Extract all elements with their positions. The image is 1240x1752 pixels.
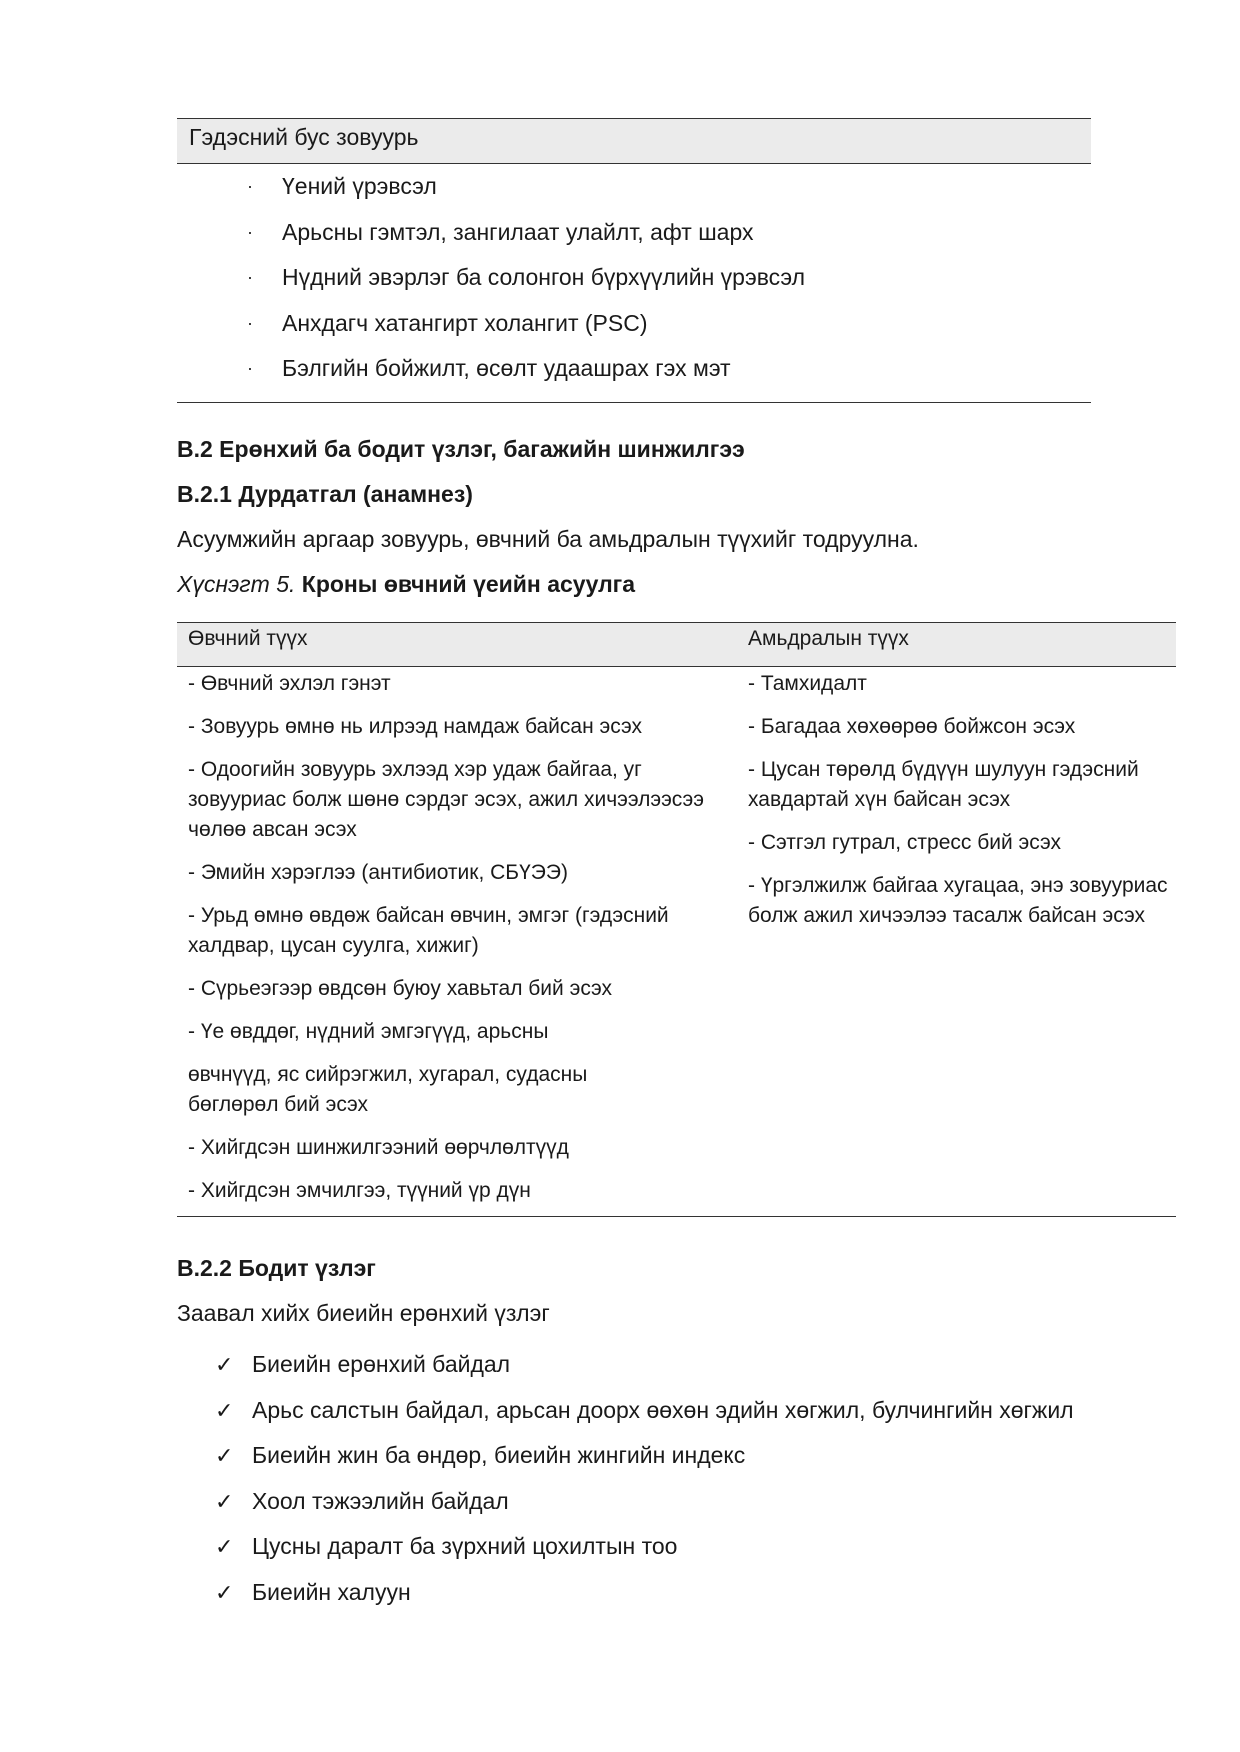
check-icon: ✓ (215, 1579, 234, 1605)
table-cell-item: - Зовуурь өмнө нь илрээд намдаж байсан эсэх (188, 715, 642, 738)
bullet-icon: · (247, 312, 253, 333)
table-cell-item: - Үргэлжилж байгаа хугацаа, энэ зовууриас болж ажил хичээлээ тасалж байсан эсэх (748, 874, 1168, 927)
table-cell-item: - Урьд өмнө өвдөж байсан өвчин, эмгэг (гэдэсний халдвар, цусан суулга, хижиг) (188, 904, 669, 957)
check-icon: ✓ (215, 1397, 234, 1423)
table-cell-item: - Өвчний эхлэл гэнэт (188, 672, 391, 695)
list-item-text: Нүдний эвэрлэг ба солонгон бүрхүүлийн үрэвсэл (282, 264, 806, 290)
list-item (177, 164, 1091, 210)
table5 (177, 622, 1176, 1217)
bullet-icon: · (247, 221, 253, 242)
list-item-text: Арьс салстын байдал, арьсан доорх өөхөн эдийн хөгжил, булчингийн хөгжил (252, 1396, 1074, 1423)
table-cell-item: - Тамхидалт (748, 672, 867, 695)
table-cell-item: - Эмийн хэрэглээ (антибиотик, СБҮЭЭ) (188, 861, 568, 884)
list-item-text: Биеийн жин ба өндөр, биеийн жингийн индекс (252, 1442, 746, 1468)
section-b22-heading: В.2.2 Бодит үзлэг (177, 1255, 376, 1281)
list-item-text: Биеийн ерөнхий байдал (252, 1351, 511, 1377)
list-item-text: Бэлгийн бойжилт, өсөлт удаашрах гэх мэт (282, 355, 731, 381)
extraintestinal-list (177, 164, 1091, 403)
list-item (177, 1570, 1074, 1616)
list-item-text: Үений үрэвсэл (282, 173, 437, 199)
bullet-icon: · (247, 267, 253, 287)
check-icon: ✓ (215, 1443, 234, 1468)
list-item (177, 346, 1091, 392)
table-cell-item: - Цусан төрөлд бүдүүн шулуун гэдэсний хавдартай хүн байсан эсэх (748, 758, 1139, 811)
physical-exam-checklist (177, 1342, 1074, 1615)
check-icon: ✓ (215, 1488, 234, 1514)
extraintestinal-title: Гэдэсний бус зовуурь (177, 118, 1091, 164)
table-body-row (177, 667, 1176, 1216)
table5-caption-title: Кроны өвчний үеийн асуулга (301, 571, 636, 597)
list-item-text: Биеийн халуун (252, 1578, 411, 1605)
list-item (177, 1479, 1074, 1525)
list-item (177, 1342, 1074, 1388)
table-cell-item: өвчнүүд, яс сийрэгжил, хугарал, судасны бөглөрөл бий эсэх (188, 1063, 588, 1116)
list-item (177, 255, 1091, 301)
col-header-life-history: Амьдралын түүх (748, 627, 909, 650)
check-icon: ✓ (215, 1352, 234, 1377)
section-b21-heading: В.2.1 Дурдатгал (анамнез) (177, 481, 473, 507)
list-item (177, 1524, 1074, 1570)
table-cell-item: - Үе өвддөг, нүдний эмгэгүүд, арьсны (188, 1020, 549, 1043)
list-item-text: Анхдагч хатангирт холангит (PSC) (282, 309, 648, 336)
table5-caption (177, 571, 635, 598)
list-item (177, 210, 1091, 256)
table5-caption-label: Хүснэгт 5. (177, 571, 296, 597)
table-cell-item: - Одоогийн зовуурь эхлээд хэр удаж байгаа, уг зовууриас болж шөнө сэрдэг эсэх, ажил хичээлээсээ чөлөө авсан эсэх (188, 758, 704, 841)
bullet-icon: · (247, 358, 253, 378)
list-item (177, 301, 1091, 347)
table-cell-item: - Багадаа хөхөөрөө бойжсон эсэх (748, 715, 1076, 738)
table-cell-item: - Сэтгэл гутрал, стресс бий эсэх (748, 831, 1061, 854)
col-header-disease-history: Өвчний түүх (188, 627, 308, 650)
section-b21-intro: Асуумжийн аргаар зовуурь, өвчний ба амьдралын түүхийг тодруулна. (177, 526, 919, 552)
table-cell-item: - Хийгдсэн шинжилгээний өөрчлөлтүүд (188, 1136, 569, 1159)
table-cell-item: - Хийгдсэн эмчилгээ, түүний үр дүн (188, 1179, 531, 1202)
list-item-text: Хоол тэжээлийн байдал (252, 1487, 509, 1514)
list-item-text: Цусны даралт ба зүрхний цохилтын тоо (252, 1533, 678, 1559)
section-b22-intro: Заавал хийх биеийн ерөнхий үзлэг (177, 1300, 550, 1326)
disease-history-cell (177, 669, 737, 1206)
life-history-cell (737, 669, 1176, 1206)
list-item (177, 1388, 1074, 1434)
list-item (177, 1433, 1074, 1479)
extraintestinal-box (177, 118, 1091, 403)
list-item-text: Арьсны гэмтэл, зангилаат улайлт, афт шарх (282, 218, 754, 245)
table-header-row (177, 623, 1176, 667)
section-b2-heading: В.2 Ерөнхий ба бодит үзлэг, багажийн шинжилгээ (177, 436, 745, 462)
table-cell-item: - Сүрьеэгээр өвдсөн буюу хавьтал бий эсэх (188, 977, 613, 1000)
bullet-icon: · (247, 176, 253, 196)
check-icon: ✓ (215, 1534, 234, 1559)
